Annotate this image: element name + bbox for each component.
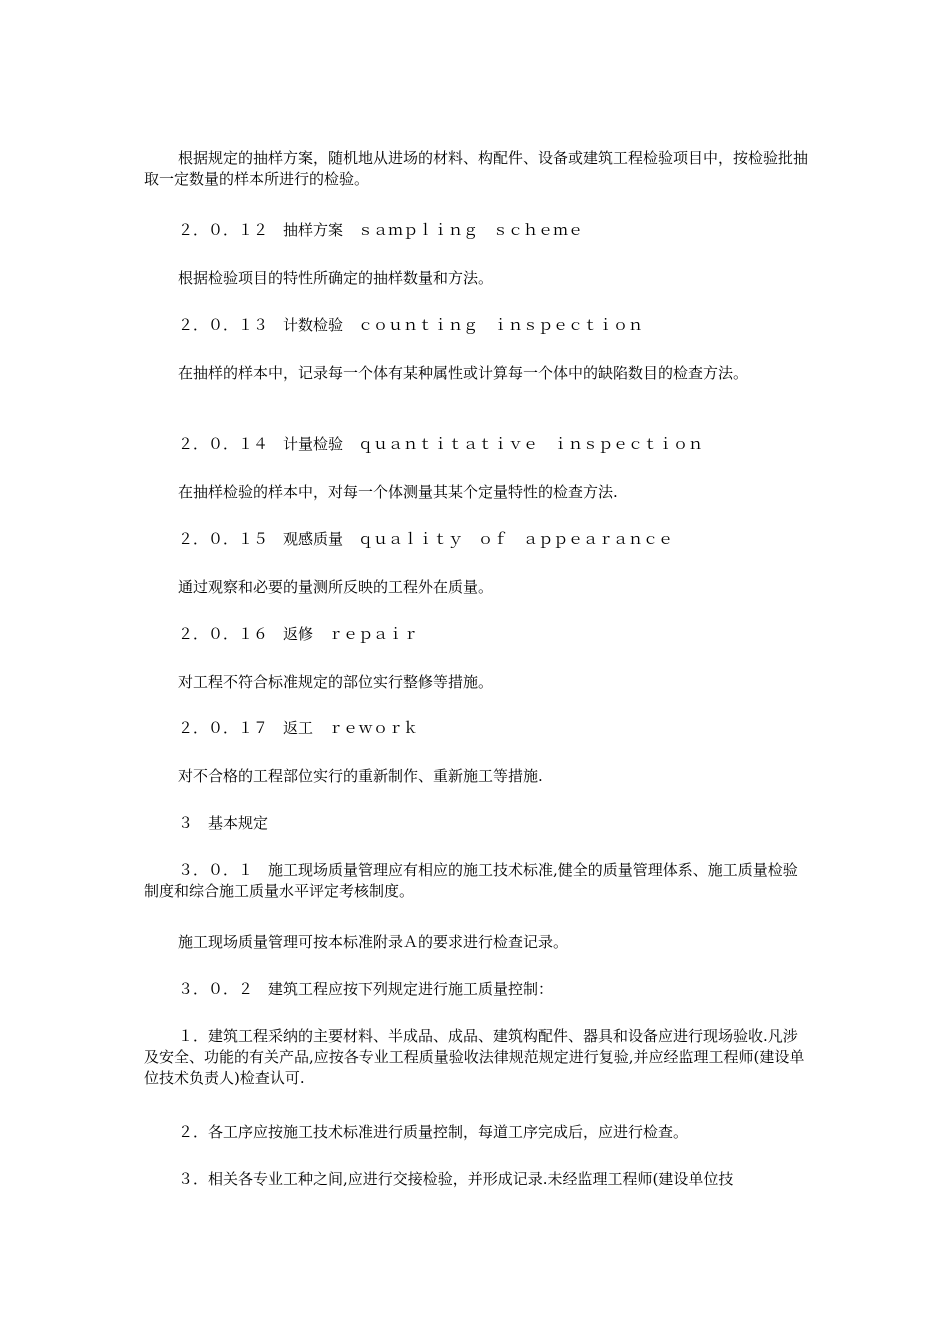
paragraph-appendix-a-note — [144, 932, 812, 953]
clause-heading-2-0-16 — [144, 624, 844, 645]
clause-heading-2-0-13 — [144, 315, 844, 336]
paragraph-2-0-14-definition — [144, 482, 812, 503]
paragraph-2-0-12-definition — [144, 268, 812, 289]
paragraph-text: 施工现场质量管理可按本标准附录Ａ的要求进行检查记录。 — [178, 933, 569, 951]
clause-heading-2-0-15 — [144, 529, 844, 550]
heading-text: ３ 基本规定 — [178, 814, 269, 832]
heading-text: ２．０．１６ 返修 ｒｅｐａｉｒ — [178, 625, 419, 643]
paragraph-3-0-2-item-1 — [144, 1026, 812, 1089]
paragraph-text: 对不合格的工程部位实行的重新制作、重新施工等措施. — [178, 767, 543, 785]
paragraph-2-0-17-definition — [144, 766, 812, 787]
paragraph-2-0-15-definition — [144, 577, 812, 598]
paragraph-text: 对工程不符合标准规定的部位实行整修等措施。 — [178, 673, 494, 691]
section-heading-3 — [144, 813, 844, 834]
paragraph-text: ２．各工序应按施工技术标准进行质量控制，每道工序完成后，应进行检查。 — [178, 1123, 689, 1141]
clause-heading-2-0-12 — [144, 220, 844, 241]
paragraph-2-0-13-definition — [144, 363, 812, 384]
heading-text: ２．０．１４ 计量检验 ｑｕａｎｔｉｔａｔｉｖｅ ｉｎｓｐｅｃｔｉｏｎ — [178, 435, 704, 453]
heading-text: ２．０．１７ 返工 ｒｅｗｏｒｋ — [178, 719, 419, 737]
paragraph-text: 通过观察和必要的量测所反映的工程外在质量。 — [178, 578, 494, 596]
paragraph-3-0-2-item-3 — [144, 1169, 812, 1190]
paragraph-text: ３．相关各专业工种之间,应进行交接检验，并形成记录.未经监理工程师(建设单位技 — [178, 1170, 734, 1188]
paragraph-text: ３．０．１ 施工现场质量管理应有相应的施工技术标准,健全的质量管理体系、施工质量检验制度和综合施工质量水平评定考核制度。 — [144, 861, 798, 900]
heading-text: ２．０．１５ 观感质量 ｑｕａｌｉｔｙ ｏｆ ａｐｐｅａｒａｎｃｅ — [178, 530, 674, 548]
heading-text: ２．０．１３ 计数检验 ｃｏｕｎｔｉｎｇ ｉｎｓｐｅｃｔｉｏｎ — [178, 316, 644, 334]
paragraph-3-0-1 — [144, 860, 812, 902]
paragraph-3-0-2-item-2 — [144, 1122, 812, 1143]
paragraph-text: 根据检验项目的特性所确定的抽样数量和方法。 — [178, 269, 494, 287]
clause-heading-2-0-17 — [144, 718, 844, 739]
paragraph-text: 在抽样的样本中，记录每一个体有某种属性或计算每一个体中的缺陷数目的检查方法。 — [178, 364, 749, 382]
paragraph-text: １．建筑工程采纳的主要材料、半成品、成品、建筑构配件、器具和设备应进行现场验收.凡涉及安全、功能的有关产品,应按各专业工程质量验收法律规范规定进行复验,并应经监理工程师(建设单位技术负责人)检查认可. — [144, 1027, 805, 1087]
paragraph-text: 根据规定的抽样方案，随机地从进场的材料、构配件、设备或建筑工程检验项目中，按检验批抽取一定数量的样本所进行的检验。 — [144, 149, 809, 188]
heading-text: ２．０．１２ 抽样方案 ｓａｍｐｌｉｎｇ ｓｃｈｅｍｅ — [178, 221, 584, 239]
paragraph-text: ３．０．２ 建筑工程应按下列规定进行施工质量控制： — [178, 980, 554, 998]
paragraph-2-0-16-definition — [144, 672, 812, 693]
paragraph-3-0-2 — [144, 979, 812, 1000]
paragraph-sampling-inspection-definition — [144, 148, 812, 190]
clause-heading-2-0-14 — [144, 434, 844, 455]
paragraph-text: 在抽样检验的样本中，对每一个体测量其某个定量特性的检查方法. — [178, 483, 618, 501]
